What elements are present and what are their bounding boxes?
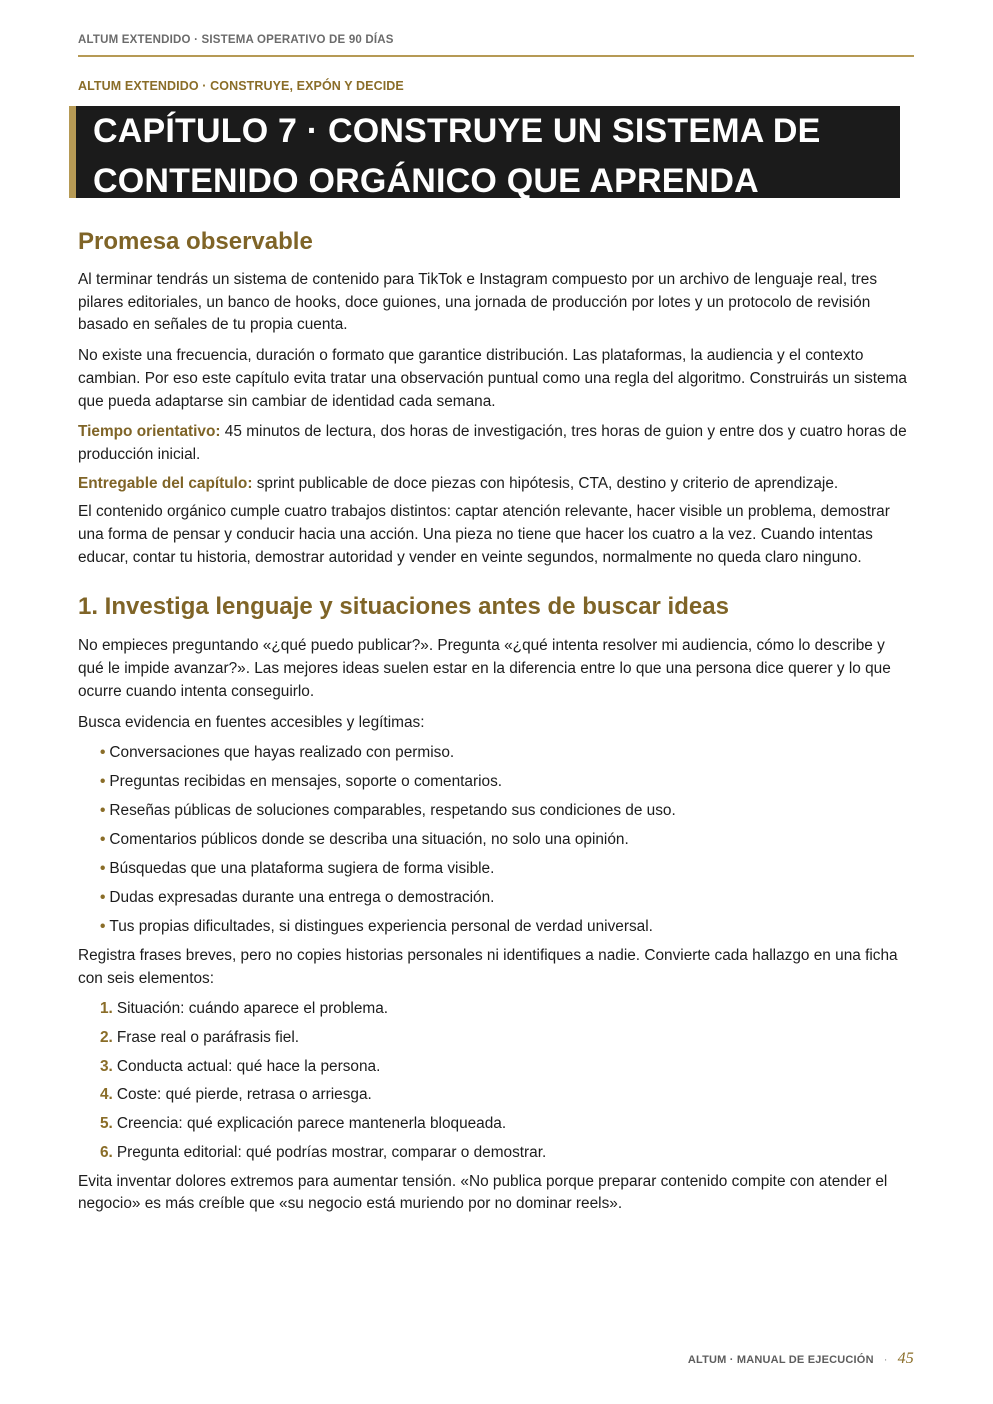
deliverable-label: Entregable del capítulo: bbox=[78, 474, 253, 492]
list-item: • Conversaciones que hayas realizado con permiso. bbox=[100, 744, 455, 762]
chapter-body bbox=[78, 226, 914, 1216]
list-item: • Tus propias dificultades, si distingues experiencia personal de verdad universal. bbox=[100, 918, 653, 936]
chapter-title bbox=[93, 106, 893, 206]
header-rule bbox=[78, 55, 914, 57]
list-item: 1. Situación: cuándo aparece el problema. bbox=[100, 1000, 389, 1018]
page-footer bbox=[688, 1350, 914, 1368]
bullet-icon: • bbox=[100, 773, 106, 791]
time-estimate bbox=[78, 421, 914, 466]
bullet-icon: • bbox=[100, 918, 106, 936]
section-1-paragraph-3: Registra frases breves, pero no copies historias personales ni identifiques a nadie. Convierte cada hallazgo en una ficha con seis elementos: bbox=[78, 946, 898, 987]
running-header: ALTUM EXTENDIDO · SISTEMA OPERATIVO DE 90 DÍAS bbox=[78, 34, 394, 46]
time-estimate-text: 45 minutos de lectura, dos horas de investigación, tres horas de guion y entre dos y cuatro horas de producción inicial. bbox=[78, 423, 907, 463]
bullet-icon: • bbox=[100, 860, 106, 878]
chapter-kicker: ALTUM EXTENDIDO · CONSTRUYE, EXPÓN Y DECIDE bbox=[78, 79, 404, 93]
list-item: 2. Frase real o paráfrasis fiel. bbox=[100, 1029, 300, 1047]
section-heading-promise: Promesa observable bbox=[78, 228, 313, 255]
time-estimate-label: Tiempo orientativo: bbox=[78, 423, 221, 441]
footer-label: ALTUM · MANUAL DE EJECUCIÓN bbox=[687, 1354, 874, 1366]
finding-card-elements-list bbox=[78, 998, 914, 1164]
promise-paragraph-1: Al terminar tendrás un sistema de contenido para TikTok e Instagram compuesto por un archivo de lenguaje real, tres pilares editoriales, un banco de hooks, doce guiones, una jornada de producción por lotes y un protocolo de revisión basado en señales de tu propia cuenta. bbox=[78, 271, 878, 334]
list-item: 6. Pregunta editorial: qué podrías mostrar, comparar o demostrar. bbox=[100, 1143, 547, 1161]
list-item: • Comentarios públicos donde se describa una situación, no solo una opinión. bbox=[100, 831, 629, 849]
section-1-paragraph-4: Evita inventar dolores extremos para aumentar tensión. «No publica porque preparar contenido compite con atender el negocio» es más creíble que «su negocio está muriendo por no dominar reels». bbox=[78, 1172, 888, 1213]
page-number: 45 bbox=[897, 1350, 914, 1367]
list-item: 4. Coste: qué pierde, retrasa o arriesga. bbox=[100, 1086, 372, 1104]
chapter-deliverable bbox=[78, 473, 914, 496]
list-item: • Reseñas públicas de soluciones comparables, respetando sus condiciones de uso. bbox=[100, 802, 676, 820]
section-1-paragraph-2: Busca evidencia en fuentes accesibles y legítimas: bbox=[78, 713, 425, 731]
bullet-icon: • bbox=[100, 802, 106, 820]
evidence-sources-list bbox=[78, 742, 914, 939]
promise-paragraph-2: No existe una frecuencia, duración o formato que garantice distribución. Las plataformas, la audiencia y el contexto cambian. Por eso este capítulo evita tratar una observación puntual como una regla del algoritmo. Construirás un sistema que pueda adaptarse sin cambiar de identidad cada semana. bbox=[78, 347, 907, 410]
bullet-icon: • bbox=[100, 889, 106, 907]
promise-paragraph-3: El contenido orgánico cumple cuatro trabajos distintos: captar atención relevante, hacer visible un problema, demostrar una forma de pensar y conducir hacia una acción. Una pieza no tiene que hacer los cuatro a la vez. Cuando intentas educar, contar tu historia, demostrar autoridad y vender en veinte segundos, normalmente no queda claro ninguno. bbox=[78, 503, 890, 566]
section-heading-1: 1. Investiga lenguaje y situaciones antes de buscar ideas bbox=[78, 593, 729, 621]
chapter-title-line-2: CONTENIDO ORGÁNICO QUE APRENDA bbox=[93, 162, 759, 200]
list-item: • Dudas expresadas durante una entrega o demostración. bbox=[100, 889, 495, 907]
bullet-icon: • bbox=[100, 744, 106, 762]
list-item: • Preguntas recibidas en mensajes, soporte o comentarios. bbox=[100, 773, 503, 791]
list-item: 3. Conducta actual: qué hace la persona. bbox=[100, 1057, 381, 1075]
list-item: 5. Creencia: qué explicación parece mantenerla bloqueada. bbox=[100, 1115, 507, 1133]
list-item: • Búsquedas que una plataforma sugiera de forma visible. bbox=[100, 860, 495, 878]
bullet-icon: • bbox=[100, 831, 106, 849]
section-1-paragraph-1: No empieces preguntando «¿qué puedo publicar?». Pregunta «¿qué intenta resolver mi audiencia, cómo lo describe y qué le impide avanzar?». Las mejores ideas suelen estar en la diferencia entre lo que una persona dice querer y lo que ocurre cuando intenta conseguirlo. bbox=[78, 637, 891, 700]
footer-separator: · bbox=[883, 1354, 888, 1366]
deliverable-text: sprint publicable de doce piezas con hipótesis, CTA, destino y criterio de aprendizaje. bbox=[252, 474, 839, 492]
chapter-title-line-1: CAPÍTULO 7 · CONSTRUYE UN SISTEMA DE bbox=[93, 112, 821, 150]
